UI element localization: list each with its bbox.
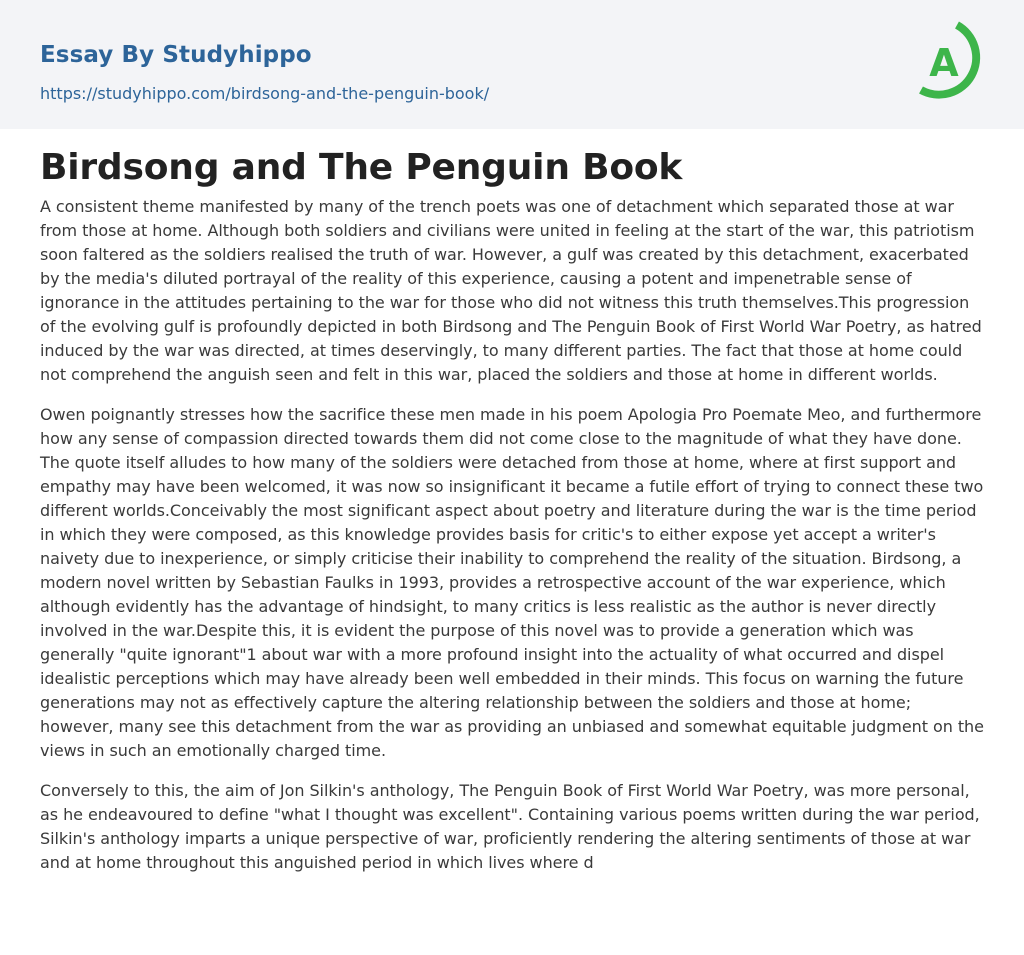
article-paragraph-1: A consistent theme manifested by many of the trench poets was one of detachment which separated those at war from those at home. Although both soldiers and civilians were united in feeling at the start of the war, this patriotism soon faltered as the soldiers realised the truth of war. However, a gulf was created by this detachment, exacerbated by the media's diluted portrayal of the reality of this experience, causing a potent and impenetrable sense of ignorance in the attitudes pertaining to the war for those who did not witness this truth themselves.This progression of the evolving gulf is profoundly depicted in both Birdsong and The Penguin Book of First World War Poetry, as hatred induced by the war was directed, at times deservingly, to many different parties. The fact that those at home could not comprehend the anguish seen and felt in this war, placed the soldiers and those at home in different worlds.: [40, 197, 982, 384]
site-brand[interactable]: Essay By Studyhippo: [40, 42, 312, 68]
article: [0, 146, 1024, 875]
logo-letter: A: [929, 41, 959, 85]
site-header: [0, 0, 1024, 129]
studyhippo-logo-icon[interactable]: [914, 20, 986, 106]
article-paragraph-2: Owen poignantly stresses how the sacrifice these men made in his poem Apologia Pro Poemate Meo, and furthermore how any sense of compassion directed towards them did not come close to the magnitude of what they have done. The quote itself alludes to how many of the soldiers were detached from those at home, where at first support and empathy may have been welcomed, it was now so insignificant it became a futile effort of trying to connect these two different worlds.Conceivably the most significant aspect about poetry and literature during the war is the time period in which they were composed, as this knowledge provides basis for critic's to either expose yet accept a writer's naivety due to inexperience, or simply criticise their inability to comprehend the reality of the situation. Birdsong, a modern novel written by Sebastian Faulks in 1993, provides a retrospective account of the war experience, which although evidently has the advantage of hindsight, to many critics is less realistic as the author is never directly involved in the war.Despite this, it is evident the purpose of this novel was to provide a generation which was generally "quite ignorant"1 about war with a more profound insight into the actuality of what occurred and dispel idealistic perceptions which may have already been well embedded in their minds. This focus on warning the future generations may not as effectively capture the altering relationship between the soldiers and those at home; however, many see this detachment from the war as providing an unbiased and somewhat equitable judgment on the views in such an emotionally charged time.: [40, 405, 984, 760]
article-paragraph-3: Conversely to this, the aim of Jon Silkin's anthology, The Penguin Book of First World War Poetry, was more personal, as he endeavoured to define "what I thought was excellent". Containing various poems written during the war period, Silkin's anthology imparts a unique perspective of war, proficiently rendering the altering sentiments of those at war and at home throughout this anguished period in which lives where d: [40, 781, 980, 872]
source-url-link[interactable]: https://studyhippo.com/birdsong-and-the-penguin-book/: [40, 84, 490, 103]
article-title: Birdsong and The Penguin Book: [40, 147, 683, 188]
